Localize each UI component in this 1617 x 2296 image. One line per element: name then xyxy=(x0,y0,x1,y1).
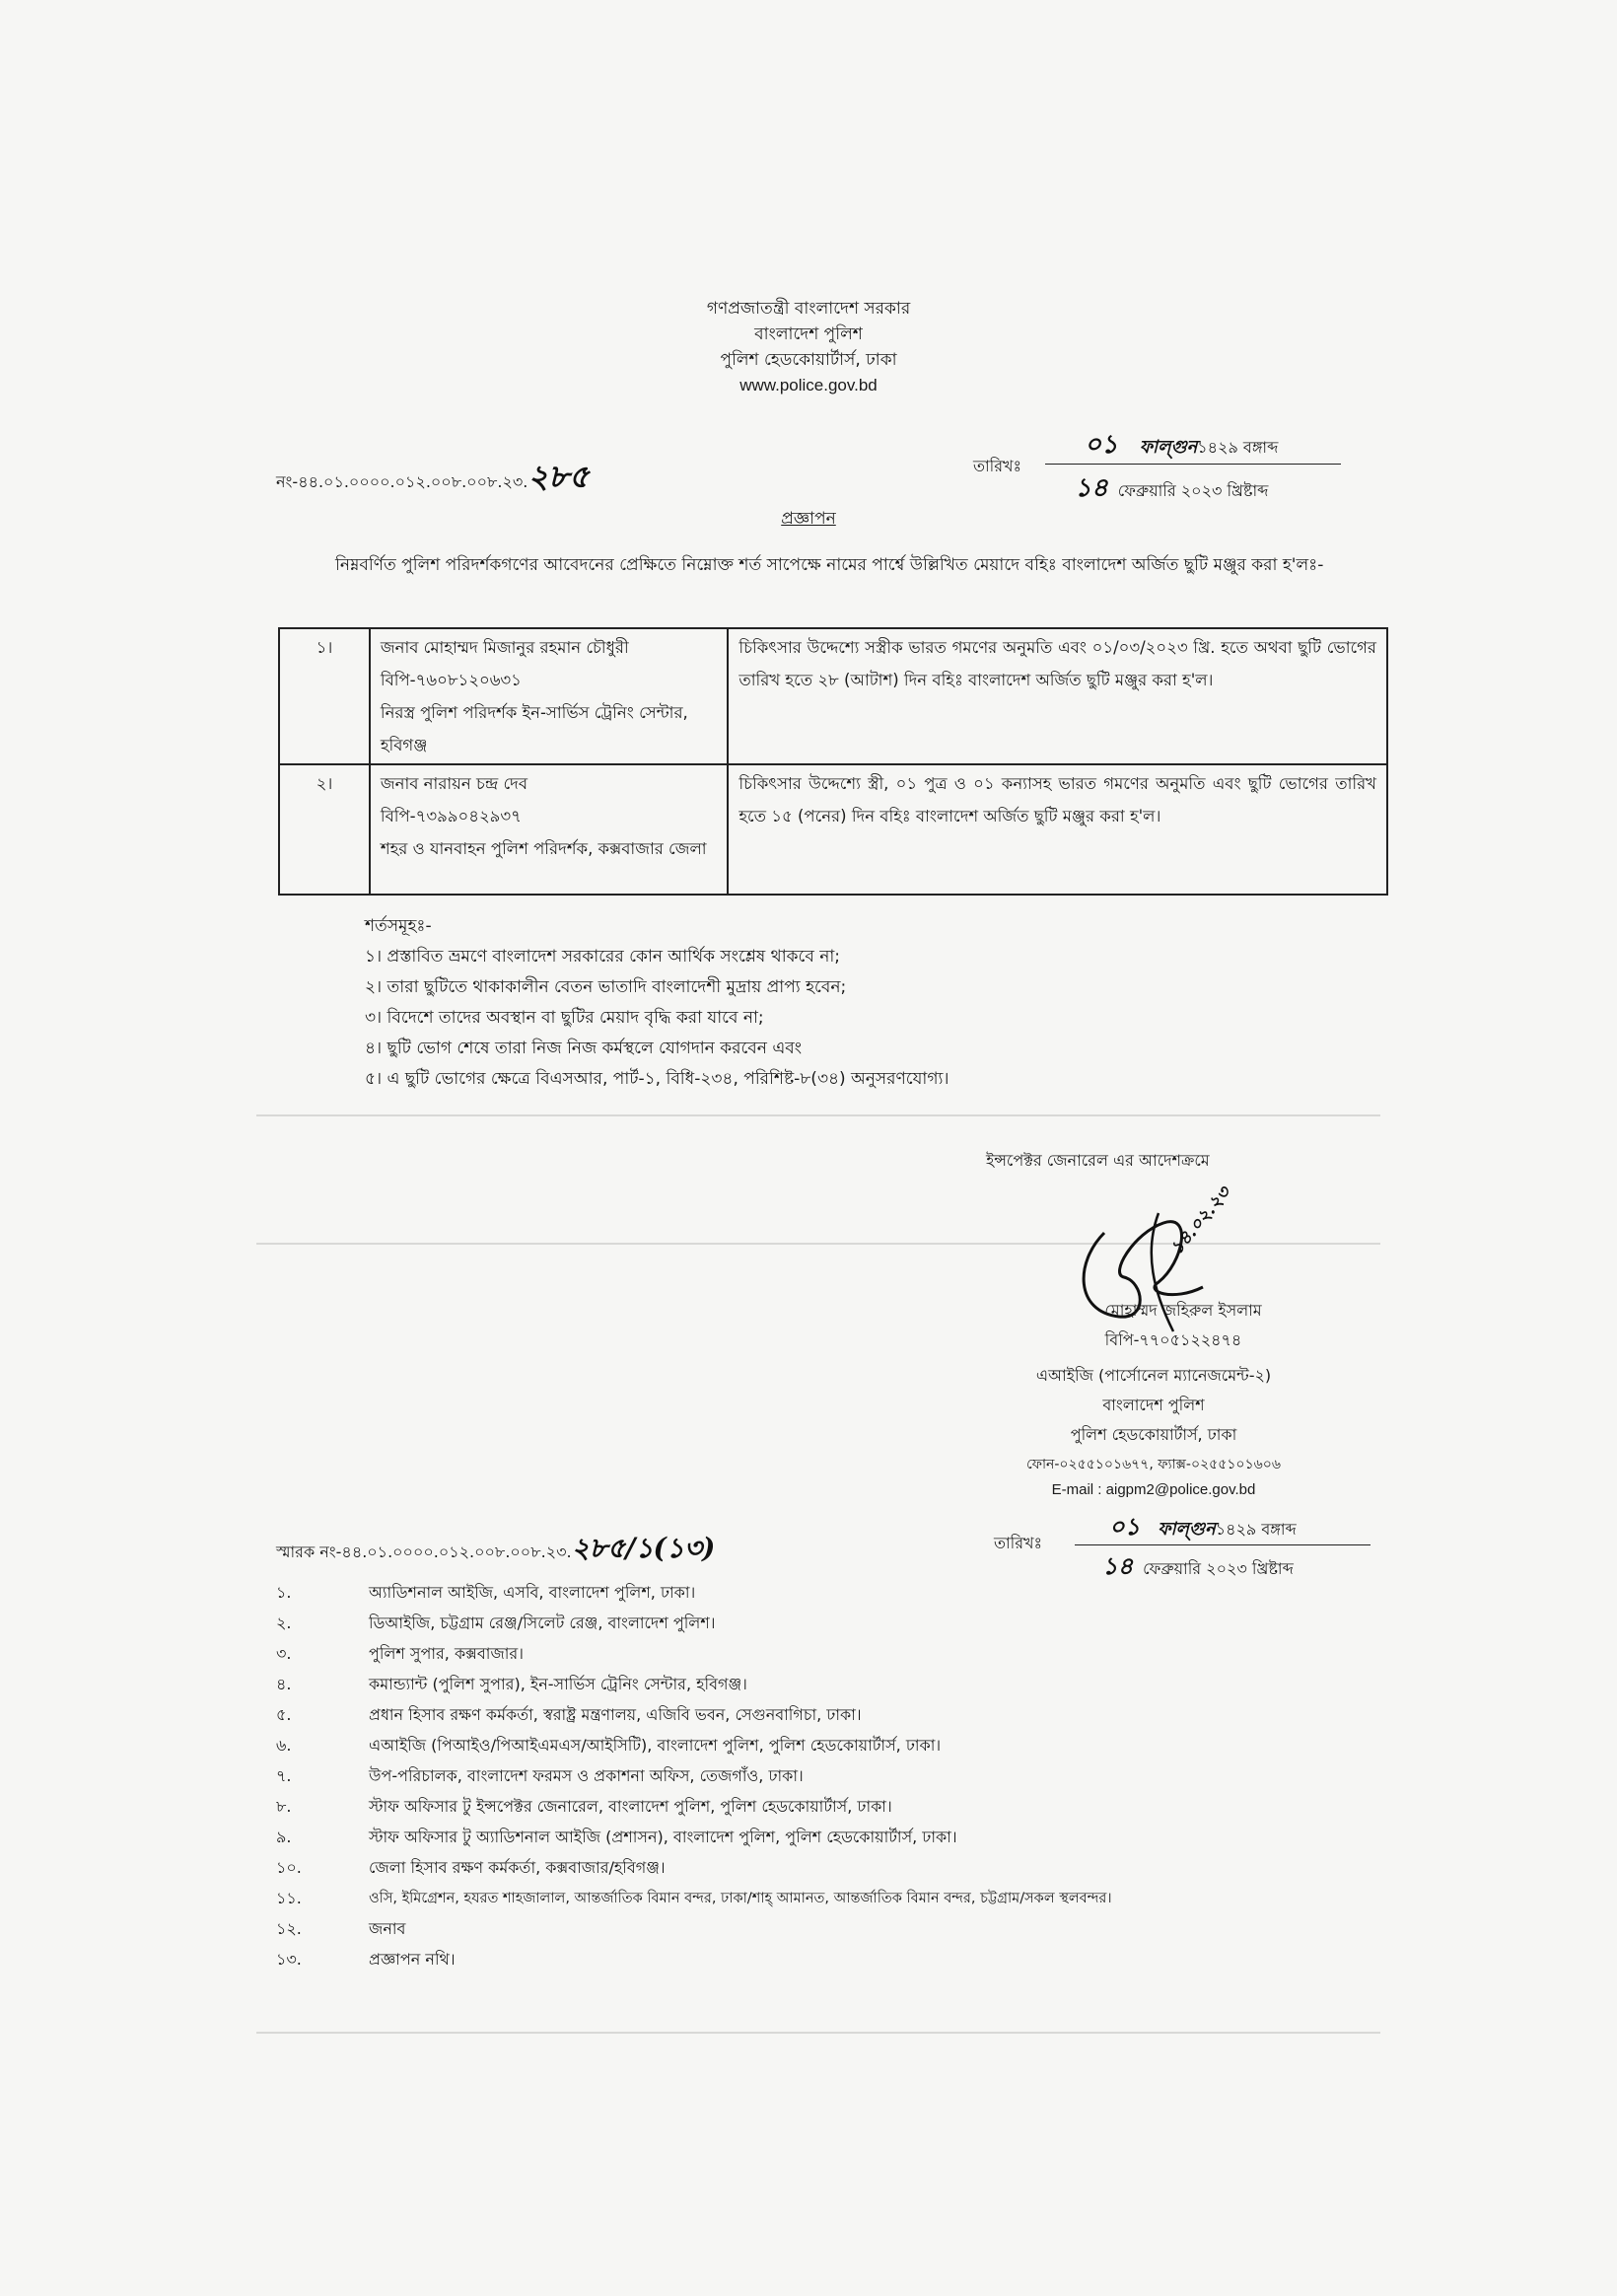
date2-eng-rest: ফেব্রুয়ারি ২০২৩ খ্রিষ্টাব্দ xyxy=(1143,1559,1294,1578)
header-dept: বাংলাদেশ পুলিশ xyxy=(754,324,863,344)
date-bangla-month: ফাল্গুন xyxy=(1139,437,1198,458)
header-office: পুলিশ হেডকোয়ার্টার্স, ঢাকা xyxy=(720,350,897,370)
person-bp: বিপি-৭৬০৮১২০৬৩১ xyxy=(380,671,522,689)
signatory-bp: বিপি-৭৭০৫১২২৪৭৪ xyxy=(1104,1330,1242,1349)
signatory-block xyxy=(917,1296,1390,1501)
conditions-heading: শর্তসমূহঃ- xyxy=(365,916,432,936)
date-divider xyxy=(1045,464,1341,465)
bleed-through-mark xyxy=(256,1114,1380,1116)
date-bangla-day: ০১ xyxy=(1085,430,1118,460)
condition-item: ১। প্রস্তাবিত ভ্রমণে বাংলাদেশ সরকারের কোন আর্থিক সংশ্লেষ থাকবে না; xyxy=(365,947,841,967)
date2-bangla-day: ০১ xyxy=(1109,1512,1141,1541)
memo-number xyxy=(276,452,590,505)
person-designation: শহর ও যানবাহন পুলিশ পরিদর্শক, কক্সবাজার জেলা xyxy=(380,839,707,858)
memo-number-handwritten: ২৮৫ xyxy=(527,458,590,495)
distribution-list: ১. অ্যাডিশনাল আইজি, এসবি, বাংলাদেশ পুলিশ, ঢাকা। ২. ডিআইজি, চট্টগ্রাম রেঞ্জ/সিলেট রেঞ্জ, বাংলাদেশ পুলিশ। ৩. পুলিশ সুপার, কক্সবাজার। ৪. কমান্ড্যান্ট (পুলিশ সুপার), ইন-সার্ভিস ট্রেনিং সেন্টার, হবিগঞ্জ। ৫. প্রধান হিসাব রক্ষণ কর্মকর্তা, স্বরাষ্ট্র মন্ত্রণালয়, এজিবি ভবন, সেগুনবাগিচা, ঢাকা। ৬. এআইজি (পিআইও/পিআইএমএস/আইসিটি), বাংলাদেশ পুলিশ, পুলিশ হেডকোয়ার্টার্স, ঢাকা। ৭. উপ-পরিচালক, বাংলাদেশ ফরমস ও প্রকাশনা অফিস, তেজগাঁও, ঢাকা। ৮. স্টাফ অফিসার টু ইন্সপেক্টর জেনারেল, বাংলাদেশ পুলিশ, পুলিশ হেডকোয়ার্টার্স, ঢাকা। ৯. স্টাফ অফিসার টু অ্যাডিশনাল আইজি (প্রশাসন), বাংলাদেশ পুলিশ, পুলিশ হেডকোয়ার্টার্স, ঢাকা। ১০. জেলা হিসাব রক্ষণ কর্মকর্তা, কক্সবাজার/হবিগঞ্জ। ১১. ওসি, ইমিগ্রেশন, হযরত শাহজালাল, আন্তর্জাতিক বিমান বন্দর, ঢাকা/শাহ্ আমানত, আন্তর্জাতিক বিমান বন্দর, চট্টগ্রাম/সকল স্থলবন্দর। ১২. জনাব ১৩. প্রজ্ঞাপন নথি। xyxy=(276,1583,1112,1969)
person-name: জনাব মোহাম্মদ মিজানুর রহমান চৌধুরী xyxy=(380,638,629,657)
memo2-number-handwritten: ২৮৫/১(১৩) xyxy=(571,1532,716,1564)
signatory-name: মোহাম্মদ জহিরুল ইসলাম xyxy=(1104,1301,1262,1320)
date2-eng-day: ১৪ xyxy=(1102,1551,1134,1580)
row-sl: ১। xyxy=(279,628,370,764)
memo-date-english xyxy=(1075,467,1268,511)
conditions xyxy=(365,911,949,1095)
memo2-date-label: তারিখঃ xyxy=(994,1534,1043,1552)
condition-item: ৫। এ ছুটি ভোগের ক্ষেত্রে বিএসআর, পার্ট-১, বিধি-২৩৪, পরিশিষ্ট-৮(৩৪) অনুসরণযোগ্য। xyxy=(365,1069,949,1089)
person-bp: বিপি-৭৩৯৯০৪২৯৩৭ xyxy=(380,807,522,825)
condition-item: ৩। বিদেশে তাদের অবস্থান বা ছুটির মেয়াদ বৃদ্ধি করা যাবে না; xyxy=(365,1008,764,1028)
memo-date-label: তারিখঃ xyxy=(973,457,1022,475)
table-row xyxy=(279,628,1387,764)
person-designation: নিরস্ত্র পুলিশ পরিদর্শক ইন-সার্ভিস ট্রেনিং সেন্টার, হবিগঞ্জ xyxy=(380,703,688,754)
signatory-email: E-mail : aigpm2@police.gov.bd xyxy=(1051,1481,1256,1498)
memo-number-text: নং-৪৪.০১.০০০০.০১২.০০৮.০০৮.২৩. xyxy=(276,472,528,491)
date2-bangla-month: ফাল্গুন xyxy=(1158,1519,1216,1540)
memo-date-bangla xyxy=(1085,424,1278,467)
date-eng-rest: ফেব্রুয়ারি ২০২৩ খ্রিষ্টাব্দ xyxy=(1117,481,1269,500)
memo2-number-text: স্মারক নং-৪৪.০১.০০০০.০১২.০০৮.০০৮.২৩. xyxy=(276,1543,572,1561)
row-details: চিকিৎসার উদ্দেশ্যে স্ত্রী, ০১ পুত্র ও ০১ কন্যাসহ ভারত গমণের অনুমতি এবং ছুটি ভোগের তারিখ হতে ১৫ (পনের) দিন বহিঃ বাংলাদেশ অর্জিত ছুটি মঞ্জুর করা হ'ল। xyxy=(728,764,1387,895)
order-by: ইন্সপেক্টর জেনারেল এর আদেশক্রমে xyxy=(986,1151,1210,1170)
table-row xyxy=(279,764,1387,895)
header-govt: গণপ্রজাতন্ত্রী বাংলাদেশ সরকার xyxy=(706,299,911,319)
signatory-designation: এআইজি (পার্সোনেল ম্যানেজমেন্ট-২) xyxy=(1035,1366,1272,1385)
condition-item: ৪। ছুটি ভোগ শেষে তারা নিজ নিজ কর্মস্থলে যোগদান করবেন এবং xyxy=(365,1039,803,1058)
date-bangla-rest: ১৪২৯ বঙ্গাব্দ xyxy=(1197,438,1279,457)
row-person xyxy=(370,628,729,764)
signatory-dept: বাংলাদেশ পুলিশ xyxy=(1102,1396,1205,1414)
leave-table xyxy=(278,627,1388,896)
condition-item: ২। তারা ছুটিতে থাকাকালীন বেতন ভাতাদি বাংলাদেশী মুদ্রায় প্রাপ্য হবেন; xyxy=(365,977,847,997)
date2-divider xyxy=(1075,1544,1371,1545)
date-eng-day: ১৪ xyxy=(1075,473,1108,503)
row-person xyxy=(370,764,729,895)
signatory-office: পুলিশ হেডকোয়ার্টার্স, ঢাকা xyxy=(1070,1425,1237,1444)
row-sl: ২। xyxy=(279,764,370,895)
intro-paragraph: নিম্নবর্ণিত পুলিশ পরিদর্শকগণের আবেদনের প্রেক্ষিতে নিম্নোক্ত শর্ত সাপেক্ষে নামের পার্শ্বে উল্লিখিত মেয়াদে বহিঃ বাংলাদেশ অর্জিত ছুটি মঞ্জুর করা হ'লঃ- xyxy=(335,555,1324,575)
memo2-date-bangla xyxy=(1109,1509,1297,1548)
memo2-number xyxy=(276,1527,715,1573)
signature-date: ১৪.০২.২৩ xyxy=(1166,1183,1235,1259)
header-website: www.police.gov.bd xyxy=(739,376,878,395)
notification-title: প্রজ্ঞাপন xyxy=(781,509,836,529)
date2-bangla-rest: ১৪২৯ বঙ্গাব্দ xyxy=(1215,1520,1297,1539)
row-details: চিকিৎসার উদ্দেশ্যে সস্ত্রীক ভারত গমণের অনুমতি এবং ০১/০৩/২০২৩ খ্রি. হতে অথবা ছুটি ভোগের তারিখ হতে ২৮ (আটাশ) দিন বহিঃ বাংলাদেশ অর্জিত ছুটি মঞ্জুর করা হ'ল। xyxy=(728,628,1387,764)
signatory-phone: ফোন-০২৫৫১০১৬৭৭, ফ্যাক্স-০২৫৫১০১৬০৬ xyxy=(1026,1457,1281,1472)
person-name: জনাব নারায়ন চন্দ্র দেব xyxy=(380,774,528,793)
bleed-through-mark xyxy=(256,2032,1380,2034)
